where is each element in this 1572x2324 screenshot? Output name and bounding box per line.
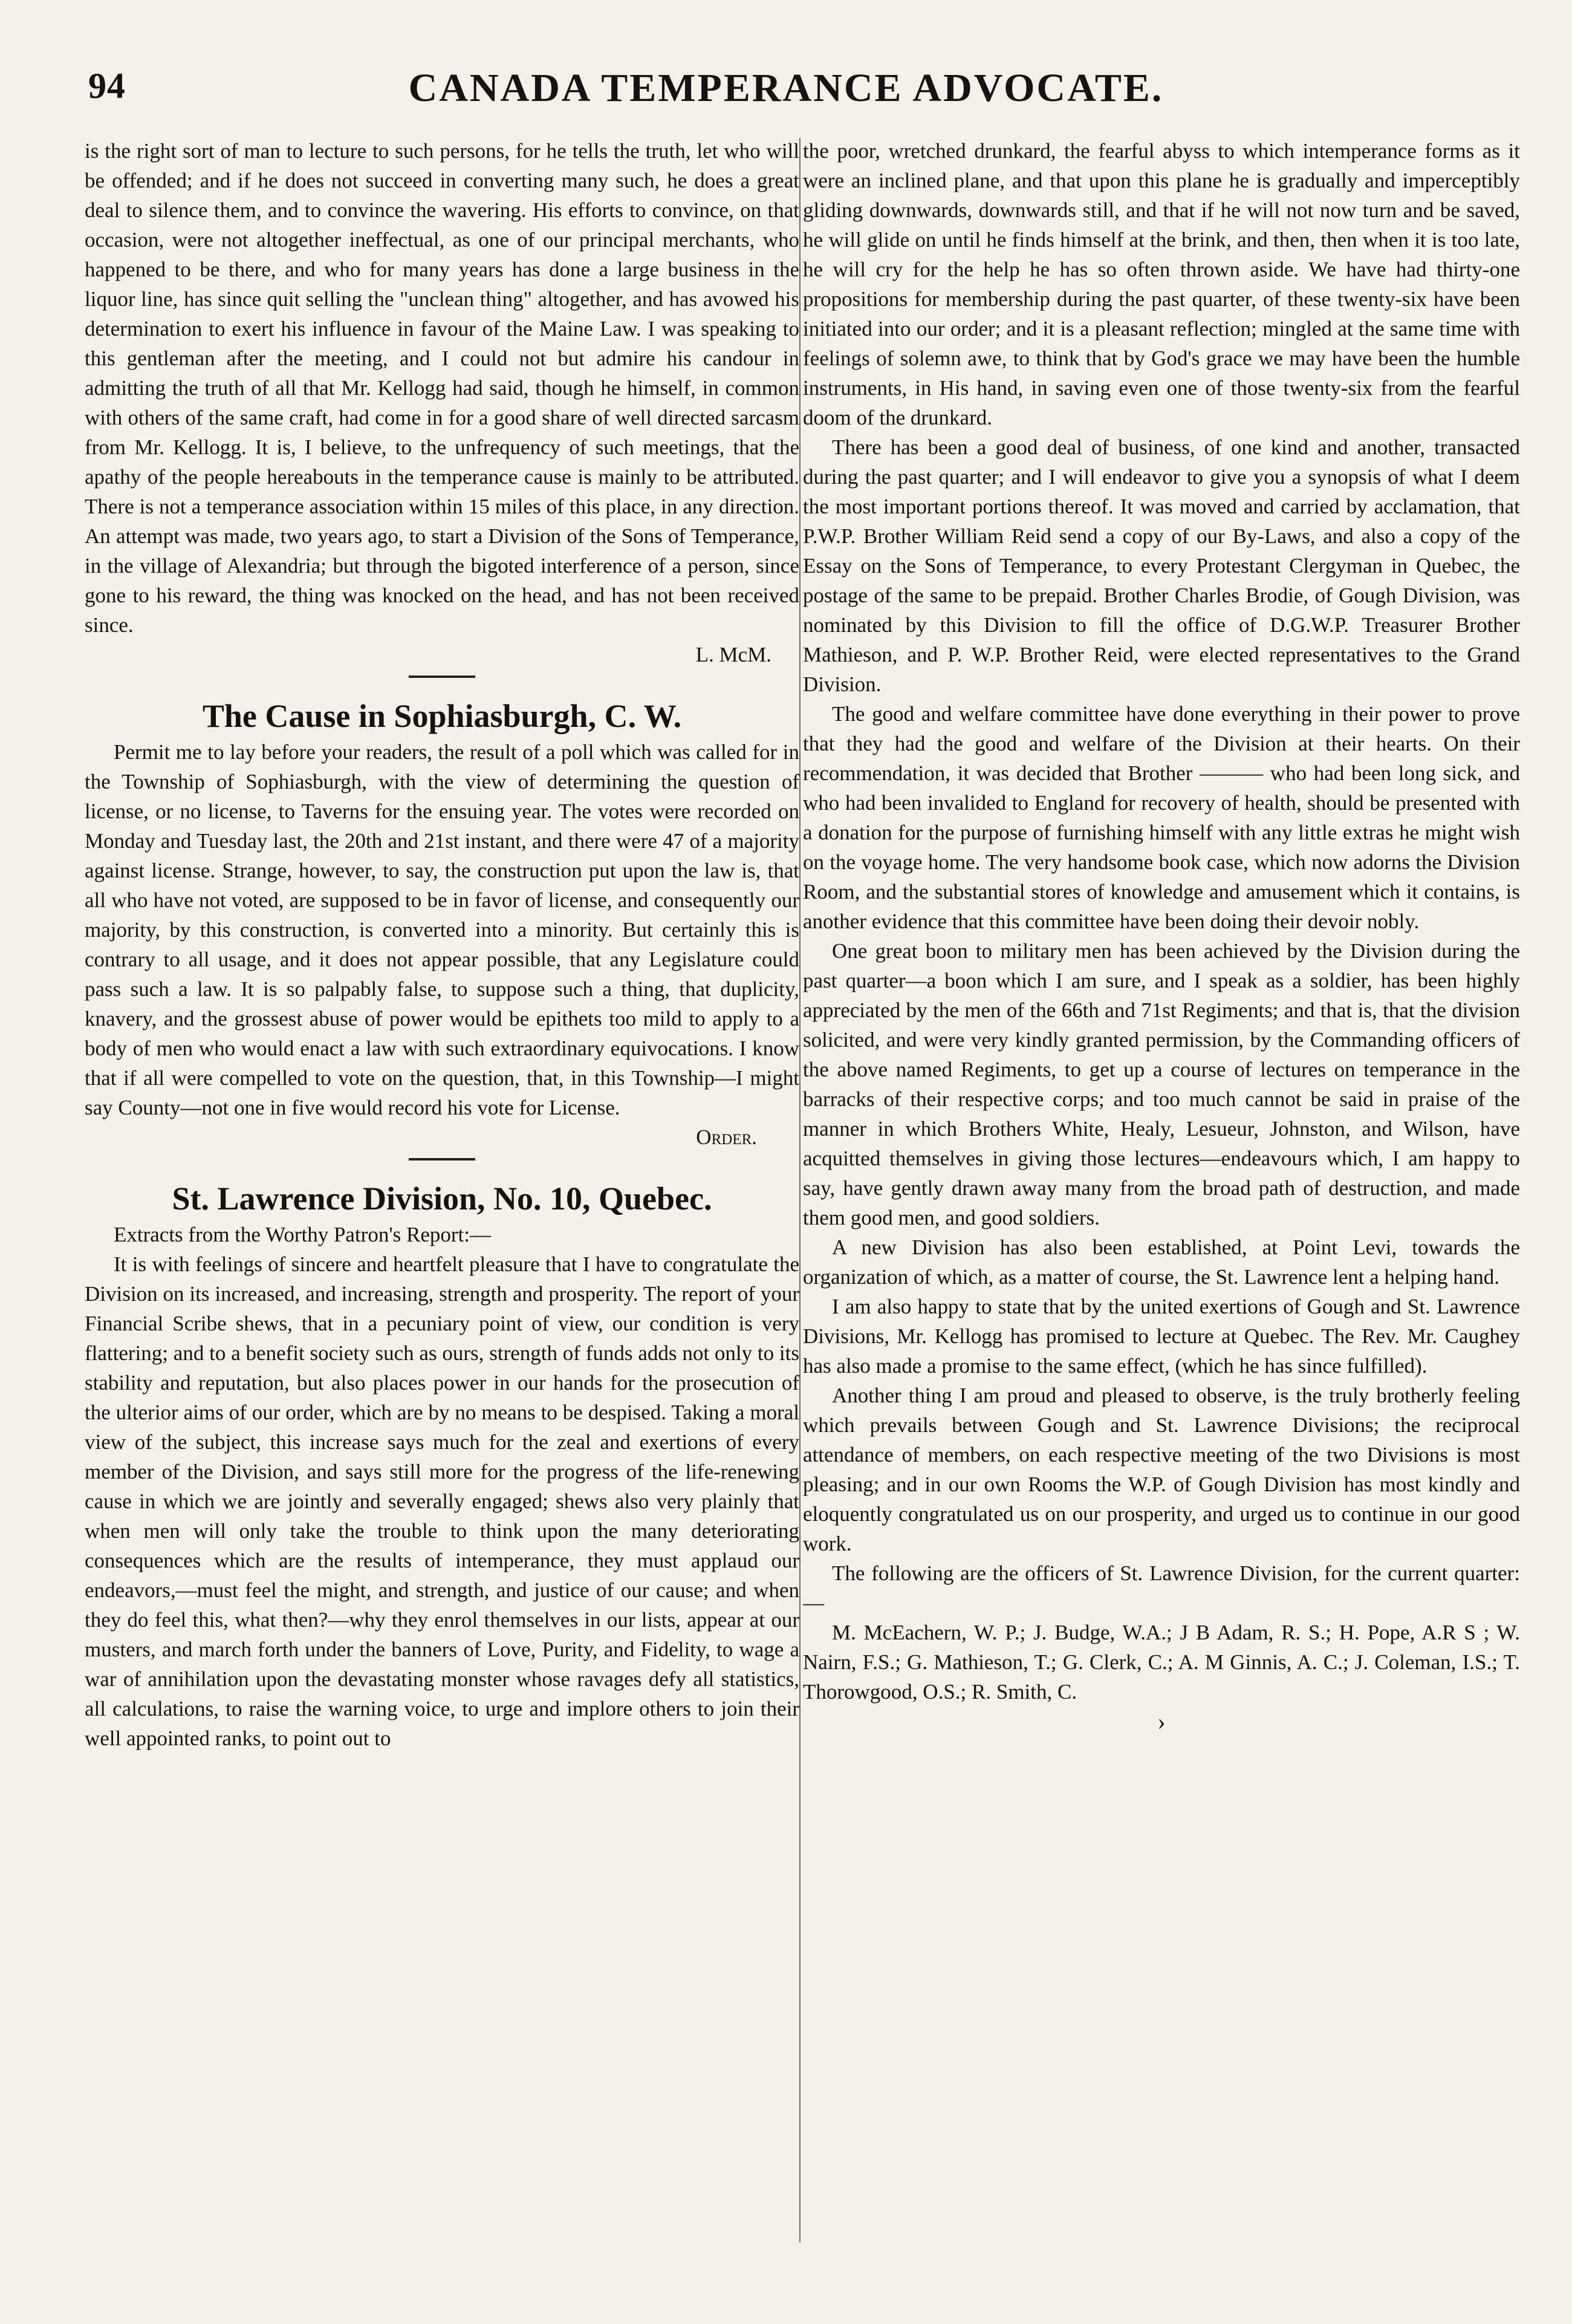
masthead-title: CANADA TEMPERANCE ADVOCATE.: [408, 66, 1164, 110]
right-paragraph: the poor, wretched drunkard, the fearful abyss to which intemperance forms as it were an inclined plane, and that upon this plane he is gradually and imperceptibly gliding downwards, downwards still, and that if he will not now turn and be saved, he will glide on until he finds himself at the brink, and then, then when it is too late, he will cry for the help he has so often thrown aside. We have had thirty-one propositions for membership during the past quarter, of these twenty-six have been initiated into our order; and it is a pleasant reflection; mingled at the same time with feelings of solemn awe, to think that by God's grace we may have been the humble instruments, in His hand, in saving even one of those twenty-six from the fearful doom of the drunkard.: [803, 139, 1520, 429]
extracts-line: Extracts from the Worthy Patron's Report:—: [114, 1223, 491, 1246]
right-paragraph: There has been a good deal of business, of one kind and another, transacted during the past quarter; and I will endeavor to give you a synopsis of what I deem the most important portions thereof. It was moved and carried by acclamation, that P.W.P. Brother William Reid send a copy of our By-Laws, and also a copy of the Essay on the Sons of Temperance, to every Protestant Clergyman in Quebec, the postage of the same to be prepaid. Brother Charles Brodie, of Gough Division, was nominated by this Division to fill the office of D.G.W.P. Treasurer Brother Mathieson, and P. W.P. Brother Reid, were elected representatives to the Grand Division.: [803, 435, 1520, 696]
sophiasburgh-signature: Order.: [696, 1125, 757, 1149]
right-paragraph: Another thing I am proud and pleased to observe, is the truly brotherly feeling which prevails between Gough and St. Lawrence Divisions; the reciprocal attendance of members, on each respective meeting of the two Divisions is most pleasing; and in our own Rooms the W.P. of Gough Division has most kindly and eloquently congratulated us on our prosperity, and urged us to continue in our good work.: [803, 1384, 1520, 1555]
right-paragraph: The following are the officers of St. Lawrence Division, for the current quarter:—: [803, 1561, 1520, 1615]
intro-signature: L. McM.: [695, 643, 771, 666]
right-paragraph: A new Division has also been established, at Point Levi, towards the organization of which, as a matter of course, the St. Lawrence lent a helping hand.: [803, 1235, 1520, 1289]
page-header: [0, 65, 1572, 138]
sophiasburgh-paragraph: Permit me to lay before your readers, the result of a poll which was called for in the Township of Sophiasburgh, with the view of determining the question of license, or no license, to Taverns for the ensuing year. The votes were recorded on Monday and Tuesday last, the 20th and 21st instant, and there were 47 of a majority against license. Strange, however, to say, the construction put upon the law is, that all who have not voted, are supposed to be in favor of license, and consequently our majority, by this construction, is converted into a minority. But certainly this is contrary to all usage, and it does not appear possible, that any Legislature could pass such a law. It is so palpably false, to suppose such a thing, that duplicity, knavery, and the grossest abuse of power would be epithets too mild to apply to a body of men who would enact a law with such extraordinary equivocations. I know that if all were compelled to vote on the question, that, in this Township—I might say County—not one in five would record his vote for License.: [85, 740, 799, 1119]
sophiasburgh-heading: The Cause in Sophiasburgh, C. W.: [202, 698, 682, 734]
intro-paragraph: is the right sort of man to lecture to such persons, for he tells the truth, let who will be offended; and if he does not succeed in converting many such, he does a great deal to silence them, and to convince the wavering. His efforts to convince, on that occasion, were not altogether ineffectual, as one of our principal merchants, who happened to be there, and who for many years has done a large business in the liquor line, has since quit selling the "unclean thing" altogether, and has avowed his determination to exert his influence in favour of the Maine Law. I was speaking to this gentleman after the meeting, and I could not but admire his candour in admitting the truth of all that Mr. Kellogg had said, though he himself, in common with others of the same craft, had come in for a good share of well directed sarcasm from Mr. Kellogg. It is, I believe, to the unfrequency of such meetings, that the apathy of the people hereabouts in the temperance cause is mainly to be attributed. There is not a temperance association within 15 miles of this place, in any direction. An attempt was made, two years ago, to start a Division of the Sons of Temperance, in the village of Alexandria; but through the bigoted interference of a person, since gone to his reward, the thing was knocked on the head, and has not been received since.: [85, 139, 799, 637]
right-column: [803, 136, 1520, 2289]
section-rule: [409, 675, 475, 678]
bottom-mark: ›: [1157, 1708, 1166, 1735]
column-divider: [799, 138, 801, 2242]
left-column: [85, 136, 799, 2289]
right-paragraph: I am also happy to state that by the united exertions of Gough and St. Lawrence Divisions, Mr. Kellogg has promised to lecture at Quebec. The Rev. Mr. Caughey has also made a promise to the same effect, (which he has since fulfilled).: [803, 1295, 1520, 1378]
section-rule: [409, 1158, 475, 1160]
right-paragraph: The good and welfare committee have done everything in their power to prove that they had the good and welfare of the Division at their hearts. On their recommendation, it was decided that Brother ——— who had been long sick, and who had been invalided to England for recovery of health, should be presented with a donation for the purpose of furnishing himself with any little extras he might wish on the voyage home. The very handsome book case, which now adorns the Division Room, and the substantial stores of knowledge and amusement which it contains, is another evidence that this committee have been doing their devoir nobly.: [803, 702, 1520, 933]
right-paragraph: One great boon to military men has been achieved by the Division during the past quarter—a boon which I am sure, and I speak as a soldier, has been highly appreciated by the men of the 66th and 71st Regiments; and that is, that the division solicited, and were very kindly granted permission, by the Commanding officers of the above named Regiments, to get up a course of lectures on temperance in the barracks of their respective corps; and too much cannot be said in praise of the manner in which Brothers White, Healy, Lesueur, Johnston, and Wilson, have acquitted themselves in giving those lectures—endeavours which, I am happy to say, have gently drawn away many from the broad path of destruction, and made them good men, and good soldiers.: [803, 939, 1520, 1229]
st-lawrence-heading: St. Lawrence Division, No. 10, Quebec.: [172, 1180, 712, 1217]
st-lawrence-paragraph: It is with feelings of sincere and heartfelt pleasure that I have to congratulate the Division on its increased, and increasing, strength and prosperity. The report of your Financial Scribe shews, that in a pecuniary point of view, our condition is very flattering; and to a benefit society such as ours, strength of funds adds not only to its stability and reputation, but also places power in our hands for the prosecution of the ulterior aims of our order, which are by no means to be despised. Taking a moral view of the subject, this increase says much for the zeal and exertions of every member of the Division, and says still more for the progress of the life-renewing cause in which we are jointly and severally engaged; shews also very plainly that when men will only take the trouble to think upon the many deteriorating consequences which are the results of intemperance, they must applaud our endeavors,—must feel the might, and strength, and justice of our cause; and when they do feel this, what then?—why they enrol themselves in our lists, appear at our musters, and march forth under the banners of Love, Purity, and Fidelity, to wage a war of annihilation upon the devastating monster whose ravages defy all statistics, all calculations, to raise the warning voice, to urge and implore others to join their well appointed ranks, to point out to: [85, 1252, 799, 1750]
page-number: 94: [88, 66, 126, 106]
officers-list: M. McEachern, W. P.; J. Budge, W.A.; J B Adam, R. S.; H. Pope, A.R S ; W. Nairn, F.S.; G. Mathieson, T.; G. Clerk, C.; A. M Ginnis, A. C.; J. Coleman, I.S.; T. Thorowgood, O.S.; R. Smith, C.: [803, 1621, 1520, 1704]
